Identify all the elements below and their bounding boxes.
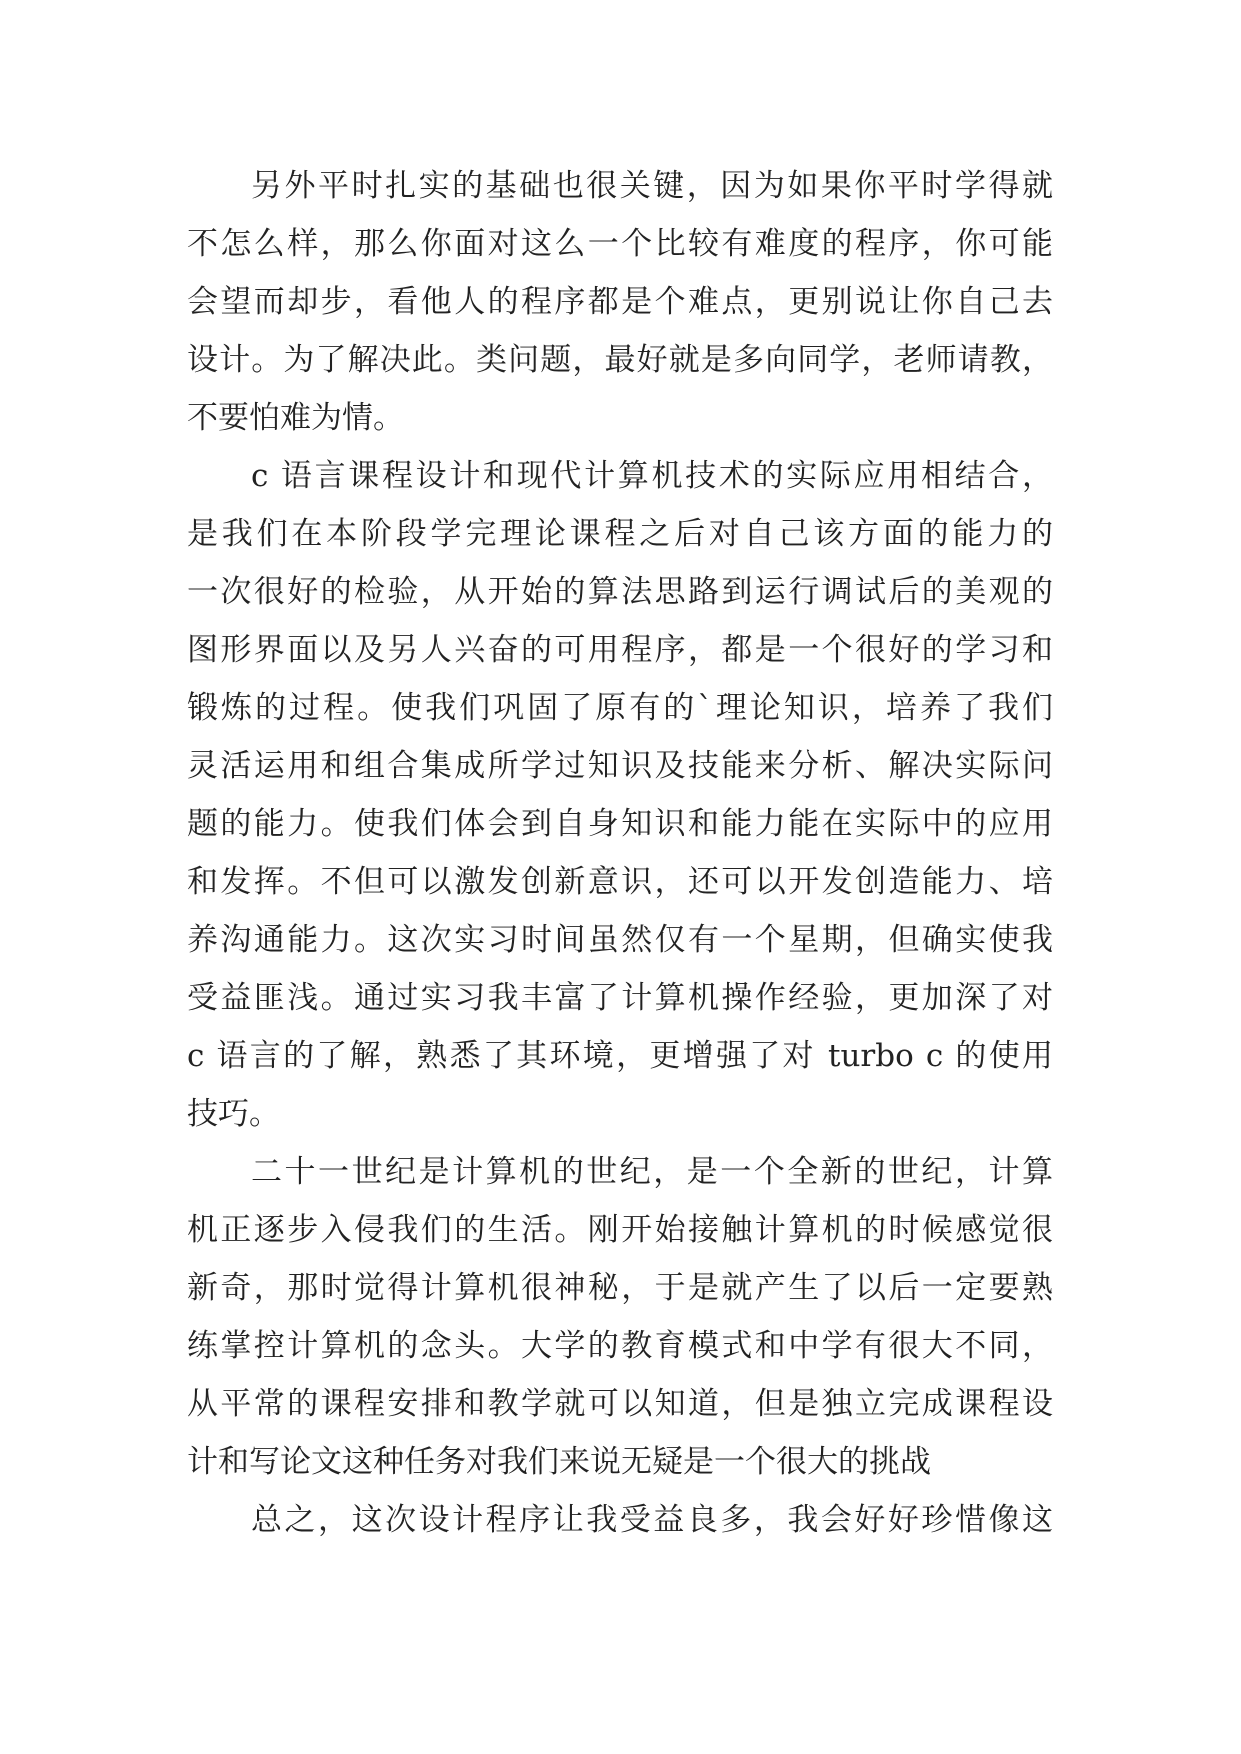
paragraph-line: 图形界面以及另人兴奋的可用程序，都是一个很好的学习和	[187, 632, 1053, 668]
paragraph-line: 一次很好的检验，从开始的算法思路到运行调试后的美观的	[187, 574, 1053, 610]
paragraph-line: 锻炼的过程。使我们巩固了原有的`理论知识，培养了我们	[187, 690, 1053, 726]
paragraph-line: 二十一世纪是计算机的世纪，是一个全新的世纪，计算	[251, 1154, 1053, 1190]
paragraph-line: 受益匪浅。通过实习我丰富了计算机操作经验，更加深了对	[187, 980, 1053, 1016]
paragraph-line: 计和写论文这种任务对我们来说无疑是一个很大的挑战	[187, 1444, 931, 1480]
paragraph-line: 是我们在本阶段学完理论课程之后对自己该方面的能力的	[187, 516, 1053, 552]
document-body	[187, 157, 1053, 1549]
paragraph-3	[187, 1143, 1053, 1491]
paragraph-line: 从平常的课程安排和教学就可以知道，但是独立完成课程设	[187, 1386, 1053, 1422]
paragraph-line: 养沟通能力。这次实习时间虽然仅有一个星期，但确实使我	[187, 922, 1053, 958]
paragraph-4	[187, 1491, 1053, 1549]
paragraph-line: c 语言课程设计和现代计算机技术的实际应用相结合，	[251, 458, 1053, 494]
paragraph-line: 机正逐步入侵我们的生活。刚开始接触计算机的时候感觉很	[187, 1212, 1053, 1248]
paragraph-line: 不要怕难为情。	[187, 400, 404, 436]
paragraph-1	[187, 157, 1053, 447]
paragraph-line: 灵活运用和组合集成所学过知识及技能来分析、解决实际问	[187, 748, 1053, 784]
paragraph-2	[187, 447, 1053, 1143]
paragraph-line: 设计。为了解决此。类问题，最好就是多向同学，老师请教，	[187, 342, 1053, 378]
paragraph-line: 和发挥。不但可以激发创新意识，还可以开发创造能力、培	[187, 864, 1053, 900]
paragraph-line: 另外平时扎实的基础也很关键，因为如果你平时学得就	[251, 168, 1053, 204]
paragraph-line: 题的能力。使我们体会到自身知识和能力能在实际中的应用	[187, 806, 1053, 842]
paragraph-line: 技巧。	[187, 1096, 280, 1132]
paragraph-line: 练掌控计算机的念头。大学的教育模式和中学有很大不同，	[187, 1328, 1053, 1364]
paragraph-line: 会望而却步，看他人的程序都是个难点，更别说让你自己去	[187, 284, 1053, 320]
paragraph-line: 新奇，那时觉得计算机很神秘，于是就产生了以后一定要熟	[187, 1270, 1053, 1306]
paragraph-line: 不怎么样，那么你面对这么一个比较有难度的程序，你可能	[187, 226, 1053, 262]
paragraph-line: 总之，这次设计程序让我受益良多，我会好好珍惜像这	[251, 1502, 1053, 1538]
paragraph-line: c 语言的了解，熟悉了其环境，更增强了对 turbo c 的使用	[187, 1038, 1053, 1074]
